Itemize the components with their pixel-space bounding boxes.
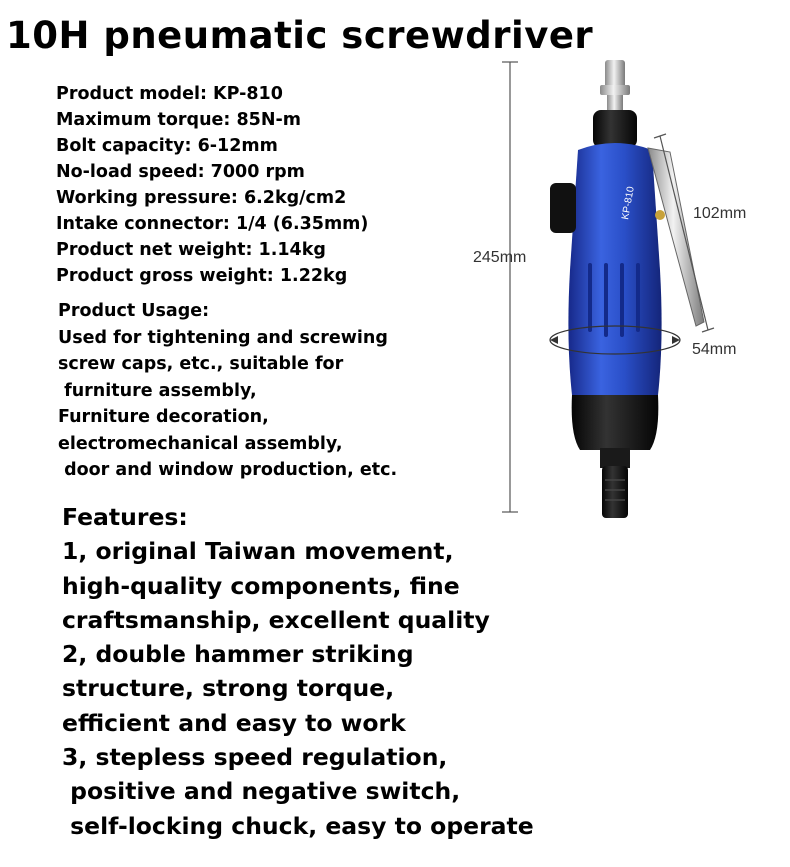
spec-item: Working pressure: 6.2kg/cm2 <box>56 188 347 208</box>
screwdriver-image <box>460 40 790 530</box>
front-housing <box>572 395 659 450</box>
spec-item: Product gross weight: 1.22kg <box>56 266 348 286</box>
length-label: 245mm <box>473 249 527 266</box>
feature-line: 2, double hammer striking <box>62 640 414 669</box>
usage-line: door and window production, etc. <box>58 460 398 480</box>
spec-list <box>56 81 368 289</box>
chuck <box>602 466 628 518</box>
product-illustration <box>460 40 790 530</box>
diameter-label: 54mm <box>692 341 737 358</box>
features-section <box>62 500 534 843</box>
features-heading: Features: <box>62 503 188 531</box>
feature-line: structure, strong torque, <box>62 674 395 703</box>
length-dimension-line <box>502 62 518 512</box>
feature-line: high-quality components, fine <box>62 571 460 600</box>
tail-cap <box>593 110 637 148</box>
spec-item: No-load speed: 7000 rpm <box>56 162 305 182</box>
air-connector <box>605 60 625 88</box>
usage-line: Used for tightening and screwing <box>58 327 388 348</box>
usage-heading: Product Usage: <box>58 301 210 321</box>
feature-line: self-locking chuck, easy to operate <box>62 811 534 840</box>
feature-line: 3, stepless speed regulation, <box>62 743 448 772</box>
usage-line: Furniture decoration, <box>58 407 269 427</box>
usage-line: electromechanical assembly, <box>58 433 343 454</box>
spec-item: Bolt capacity: 6-12mm <box>56 136 278 156</box>
spec-item: Product model: KP-810 <box>56 84 283 104</box>
usage-section <box>58 298 397 484</box>
usage-line: screw caps, etc., suitable for <box>58 354 344 374</box>
feature-line: efficient and easy to work <box>62 708 406 737</box>
spec-item: Product net weight: 1.14kg <box>56 240 326 260</box>
handle-length-label: 102mm <box>693 205 747 222</box>
usage-line: furniture assembly, <box>58 380 257 401</box>
feature-line: positive and negative switch, <box>62 777 461 806</box>
page-title: 10H pneumatic screwdriver <box>6 14 594 57</box>
feature-line: 1, original Taiwan movement, <box>62 537 454 566</box>
direction-switch <box>550 183 576 233</box>
model-marking: KP-810 <box>620 185 637 221</box>
feature-line: craftsmanship, excellent quality <box>62 605 490 634</box>
spec-item: Maximum torque: 85N-m <box>56 110 301 130</box>
blue-housing <box>568 143 661 395</box>
spec-item: Intake connector: 1/4 (6.35mm) <box>56 214 369 234</box>
